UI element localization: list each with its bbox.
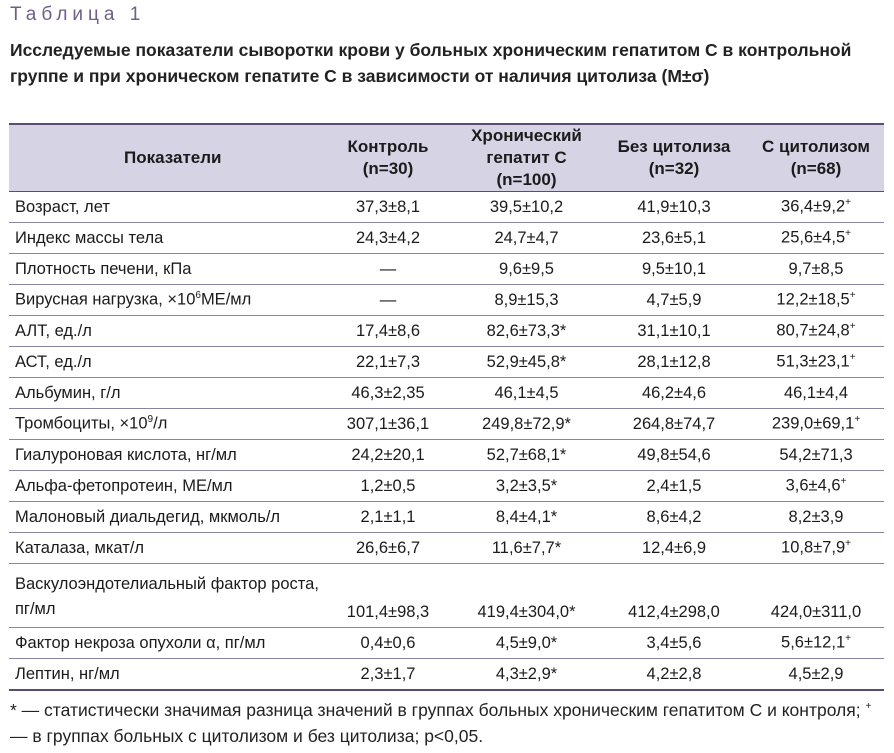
cell-no-cytolysis: 4,2±2,8 bbox=[600, 659, 748, 691]
header-cytolysis-line1: С цитолизом bbox=[762, 137, 870, 156]
footnote-part2: — в группах больных с цитолизом и без цитолиза; p<0,05. bbox=[10, 725, 484, 746]
cell-chc: 9,6±9,5 bbox=[453, 254, 600, 285]
header-indicator: Показатели bbox=[9, 124, 323, 192]
cell-value: 80,7±24,8 bbox=[776, 321, 850, 340]
header-control-line1: Контроль bbox=[347, 137, 429, 156]
row-name-unit: /л bbox=[153, 414, 168, 433]
cell-chc: 8,4±4,1* bbox=[453, 502, 600, 533]
cell-control: 2,3±1,7 bbox=[323, 659, 453, 691]
table-row bbox=[9, 285, 884, 316]
table-row bbox=[9, 440, 884, 471]
header-chc-line2: гепатит С (n=100) bbox=[486, 148, 567, 189]
table-row bbox=[9, 254, 884, 285]
cell-chc: 3,2±3,5* bbox=[453, 471, 600, 502]
cell-control: — bbox=[323, 254, 453, 285]
header-cytolysis bbox=[748, 124, 884, 192]
cell-cytolysis bbox=[748, 223, 884, 254]
cell-cytolysis bbox=[748, 564, 884, 628]
row-name: Фактор некроза опухоли α, пг/мл bbox=[9, 628, 323, 659]
cell-value: 4,5±2,9 bbox=[788, 664, 844, 683]
row-name bbox=[9, 409, 323, 440]
cell-control: 307,1±36,1 bbox=[323, 409, 453, 440]
cytolysis-mark: + bbox=[849, 290, 856, 302]
cell-control: 2,1±1,1 bbox=[323, 502, 453, 533]
cell-chc: 24,7±4,7 bbox=[453, 223, 600, 254]
footnote bbox=[10, 694, 890, 749]
cell-cytolysis bbox=[748, 533, 884, 564]
cytolysis-mark: + bbox=[849, 352, 856, 364]
cell-value: 239,0±69,1 bbox=[771, 414, 855, 433]
cell-value: 10,8±7,9 bbox=[781, 538, 846, 557]
cell-cytolysis bbox=[748, 409, 884, 440]
cell-value: 3,6±4,6 bbox=[785, 476, 841, 495]
row-name-exponent: 9 bbox=[147, 414, 154, 426]
cell-no-cytolysis: 41,9±10,3 bbox=[600, 192, 748, 223]
row-name: Лептин, нг/мл bbox=[9, 659, 323, 691]
cell-chc: 52,7±68,1* bbox=[453, 440, 600, 471]
footnote-mark: + bbox=[865, 701, 872, 712]
cell-chc: 419,4±304,0* bbox=[453, 564, 600, 628]
header-control bbox=[323, 124, 453, 192]
cell-cytolysis bbox=[748, 316, 884, 347]
cell-chc: 8,9±15,3 bbox=[453, 285, 600, 316]
row-name: Васкулоэндотелиальный фактор роста, пг/мл bbox=[9, 564, 323, 628]
cytolysis-mark: + bbox=[845, 633, 851, 645]
cytolysis-mark: + bbox=[845, 228, 851, 240]
cell-no-cytolysis: 412,4±298,0 bbox=[600, 564, 748, 628]
header-no-cytolysis-line2: (n=32) bbox=[648, 159, 700, 178]
row-name: АЛТ, ед./л bbox=[9, 316, 323, 347]
cell-no-cytolysis: 4,7±5,9 bbox=[600, 285, 748, 316]
cell-cytolysis bbox=[748, 285, 884, 316]
cell-control: 26,6±6,7 bbox=[323, 533, 453, 564]
table-title: Исследуемые показатели сыворотки крови у больных хроническим гепатитом С в контрольной группе и при хроническом гепатите С в зависимости от наличия цитолиза (M±σ) bbox=[10, 40, 852, 86]
header-chc bbox=[453, 124, 600, 192]
cell-no-cytolysis: 264,8±74,7 bbox=[600, 409, 748, 440]
cell-no-cytolysis: 2,4±1,5 bbox=[600, 471, 748, 502]
header-cytolysis-line2: (n=68) bbox=[790, 159, 842, 178]
header-no-cytolysis-line1: Без цитолиза bbox=[617, 137, 731, 156]
cell-control: 24,2±20,1 bbox=[323, 440, 453, 471]
cell-chc: 46,1±4,5 bbox=[453, 378, 600, 409]
row-name-text: Тромбоциты, ×10 bbox=[15, 414, 148, 433]
table-row bbox=[9, 409, 884, 440]
cell-no-cytolysis: 46,2±4,6 bbox=[600, 378, 748, 409]
cell-control: 24,3±4,2 bbox=[323, 223, 453, 254]
cell-cytolysis bbox=[748, 471, 884, 502]
table-row bbox=[9, 378, 884, 409]
row-name: Малоновый диальдегид, мкмоль/л bbox=[9, 502, 323, 533]
cell-chc: 52,9±45,8* bbox=[453, 347, 600, 378]
cell-value: 54,2±71,3 bbox=[779, 445, 853, 464]
cell-cytolysis bbox=[748, 502, 884, 533]
cell-value: 46,1±4,4 bbox=[783, 383, 849, 402]
cell-control: 22,1±7,3 bbox=[323, 347, 453, 378]
table-row bbox=[9, 223, 884, 254]
table-row bbox=[9, 347, 884, 378]
cell-no-cytolysis: 23,6±5,1 bbox=[600, 223, 748, 254]
cell-no-cytolysis: 28,1±12,8 bbox=[600, 347, 748, 378]
cell-cytolysis bbox=[748, 192, 884, 223]
cytolysis-mark: + bbox=[845, 197, 851, 209]
cell-chc: 4,5±9,0* bbox=[453, 628, 600, 659]
cell-control: 1,2±0,5 bbox=[323, 471, 453, 502]
header-chc-line1: Хронический bbox=[471, 126, 582, 145]
cell-value: 36,4±9,2 bbox=[781, 197, 846, 216]
row-name: Возраст, лет bbox=[9, 192, 323, 223]
row-name: Каталаза, мкат/л bbox=[9, 533, 323, 564]
row-name-text: Вирусная нагрузка, ×10 bbox=[15, 290, 196, 309]
row-name bbox=[9, 285, 323, 316]
header-control-line2: (n=30) bbox=[362, 159, 414, 178]
table-row bbox=[9, 502, 884, 533]
cell-chc: 249,8±72,9* bbox=[453, 409, 600, 440]
cell-no-cytolysis: 49,8±54,6 bbox=[600, 440, 748, 471]
table-row bbox=[9, 659, 884, 691]
table-row bbox=[9, 564, 884, 628]
row-name-exponent: 6 bbox=[195, 290, 201, 302]
cell-cytolysis bbox=[748, 254, 884, 285]
cell-chc: 11,6±7,7* bbox=[453, 533, 600, 564]
table-label: Таблица 1 bbox=[10, 4, 146, 25]
cell-control: 37,3±8,1 bbox=[323, 192, 453, 223]
data-table bbox=[9, 123, 884, 691]
row-name: Альфа-фетопротеин, МЕ/мл bbox=[9, 471, 323, 502]
cytolysis-mark: + bbox=[849, 321, 856, 333]
cell-chc: 39,5±10,2 bbox=[453, 192, 600, 223]
cell-value: 424,0±311,0 bbox=[770, 603, 862, 621]
cell-no-cytolysis: 9,5±10,1 bbox=[600, 254, 748, 285]
row-name: Альбумин, г/л bbox=[9, 378, 323, 409]
cell-cytolysis bbox=[748, 378, 884, 409]
cell-cytolysis bbox=[748, 347, 884, 378]
cell-value: 25,6±4,5 bbox=[781, 228, 846, 247]
table-row bbox=[9, 628, 884, 659]
cell-control: 46,3±2,35 bbox=[323, 378, 453, 409]
cell-value: 8,2±3,9 bbox=[788, 507, 844, 526]
cytolysis-mark: + bbox=[854, 414, 861, 426]
cell-value: 12,2±18,5 bbox=[776, 290, 850, 309]
row-name-unit: МЕ/мл bbox=[200, 290, 252, 309]
cell-value: 9,7±8,5 bbox=[788, 259, 844, 278]
row-name: Гиалуроновая кислота, нг/мл bbox=[9, 440, 323, 471]
cell-chc: 4,3±2,9* bbox=[453, 659, 600, 691]
row-name: АСТ, ед./л bbox=[9, 347, 323, 378]
row-name: Плотность печени, кПа bbox=[9, 254, 323, 285]
cell-control: — bbox=[323, 285, 453, 316]
table-row bbox=[9, 533, 884, 564]
table-row bbox=[9, 316, 884, 347]
cell-cytolysis bbox=[748, 659, 884, 691]
cell-no-cytolysis: 3,4±5,6 bbox=[600, 628, 748, 659]
cell-value: 5,6±12,1 bbox=[781, 633, 846, 652]
table-body bbox=[9, 192, 884, 691]
row-name: Индекс массы тела bbox=[9, 223, 323, 254]
cell-no-cytolysis: 8,6±4,2 bbox=[600, 502, 748, 533]
cell-chc: 82,6±73,3* bbox=[453, 316, 600, 347]
table-row bbox=[9, 471, 884, 502]
cell-control: 17,4±8,6 bbox=[323, 316, 453, 347]
cell-no-cytolysis: 31,1±10,1 bbox=[600, 316, 748, 347]
cell-no-cytolysis: 12,4±6,9 bbox=[600, 533, 748, 564]
cell-value: 51,3±23,1 bbox=[776, 352, 850, 371]
cell-control: 101,4±98,3 bbox=[323, 564, 453, 628]
cytolysis-mark: + bbox=[840, 476, 847, 488]
footnote-part1: * — статистически значимая разница значений в группах больных хроническим гепатитом С и контроля; bbox=[10, 699, 866, 720]
cell-cytolysis bbox=[748, 628, 884, 659]
cell-cytolysis bbox=[748, 440, 884, 471]
header-row bbox=[9, 124, 884, 192]
cytolysis-mark: + bbox=[845, 538, 851, 550]
table-row bbox=[9, 192, 884, 223]
cell-control: 0,4±0,6 bbox=[323, 628, 453, 659]
header-no-cytolysis bbox=[600, 124, 748, 192]
